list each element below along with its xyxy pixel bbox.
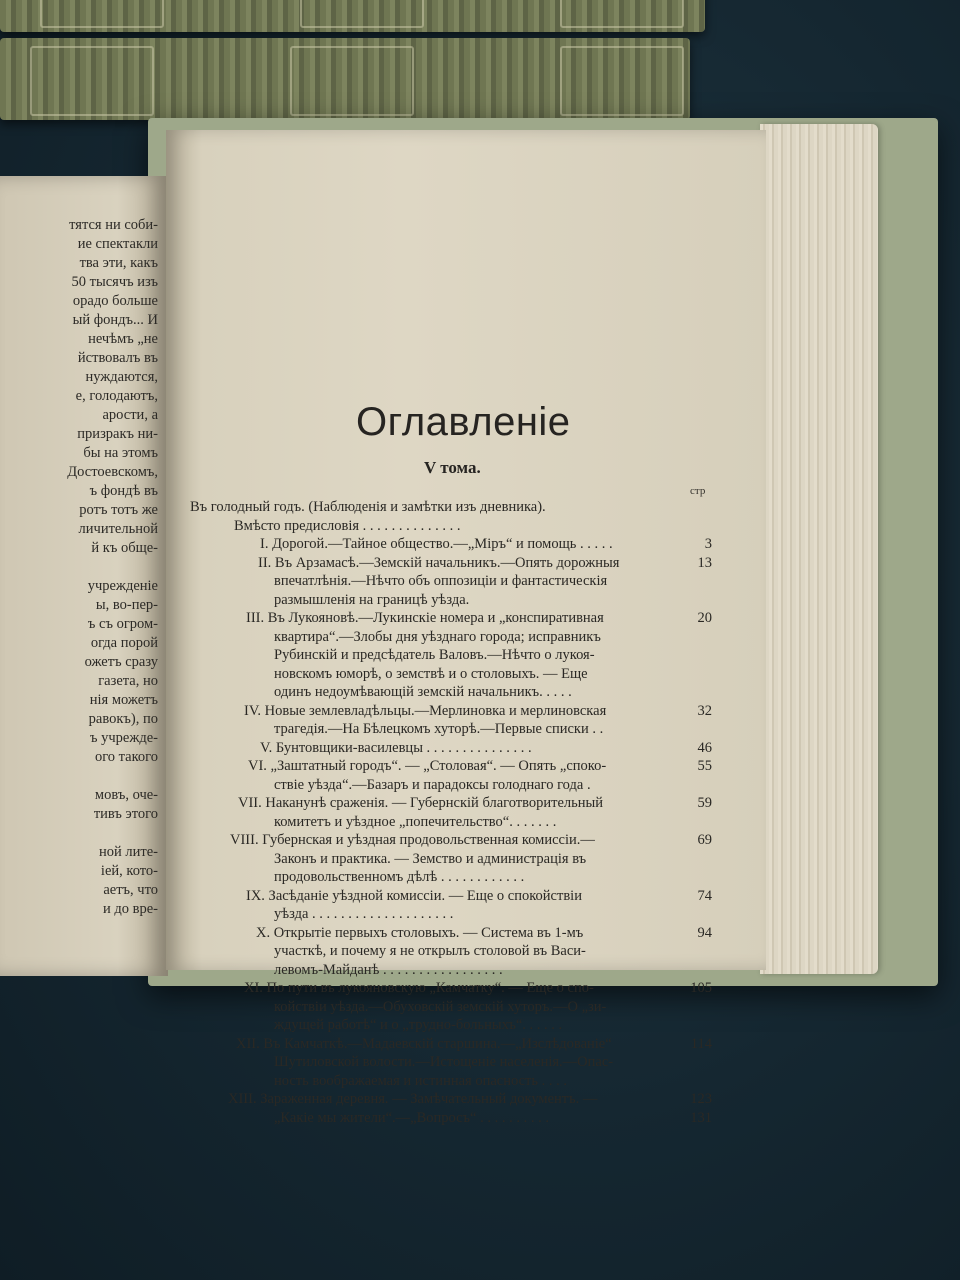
toc-entry bbox=[190, 720, 712, 739]
toc-entry-text: Шутиловской волости.—Истощеніе населенія.—Опас- bbox=[274, 1054, 614, 1070]
toc-entry-text: Законъ и практика. — Земство и администрація въ bbox=[274, 850, 587, 867]
text-line: тивъ этого bbox=[93, 806, 158, 822]
spine-ornament bbox=[40, 0, 164, 28]
page-title: Оглавленіе bbox=[356, 400, 571, 444]
toc-entry bbox=[190, 517, 712, 536]
text-line: ый фондъ... И bbox=[72, 312, 158, 328]
toc-entry-text: уѣзда . . . . . . . . . . . . . . . . . . . . bbox=[274, 906, 454, 922]
toc-entry bbox=[190, 887, 712, 906]
toc-entry bbox=[190, 739, 712, 758]
toc-entry-text: ность воображаемая и истинная опасность . . . . bbox=[274, 1072, 567, 1089]
toc-entry-text: „Какіе мы жители“.—„Вопросъ“ . . . . . . . . . . bbox=[274, 1109, 549, 1126]
text-line: ъ фондѣ въ bbox=[89, 483, 158, 499]
toc-entry-text: Рубинскій и предсѣдатель Валовъ.—Нѣчто о лукоя- bbox=[274, 647, 595, 663]
toc-entry bbox=[190, 757, 712, 776]
toc-entry-text: IV. Новые землевладѣльцы.—Мерлиновка и мерлиновская bbox=[244, 702, 607, 719]
text-line bbox=[0, 767, 158, 786]
toc-entry-text: III. Въ Лукояновѣ.—Лукинскіе номера и „конспиративная bbox=[246, 610, 604, 626]
toc-entry bbox=[190, 1016, 712, 1035]
text-line: учрежденіе bbox=[87, 578, 158, 594]
toc-page-number: 3 bbox=[704, 536, 712, 552]
toc-entry-text: VIII. Губернская и уѣздная продовольственная комиссіи.— bbox=[230, 832, 595, 848]
text-line bbox=[0, 824, 158, 843]
text-line: іей, кото- bbox=[100, 863, 158, 879]
text-line: ого такого bbox=[94, 749, 158, 765]
toc-entry bbox=[190, 554, 712, 573]
toc-entry bbox=[190, 609, 712, 628]
toc-entry-text: трагедія.—На Бѣлецкомъ хуторѣ.—Первые списки . . bbox=[274, 721, 604, 737]
toc-page-number: 32 bbox=[697, 702, 712, 719]
toc-entry bbox=[190, 868, 712, 887]
toc-entry bbox=[190, 498, 712, 517]
toc-entry-text: VII. Наканунѣ сраженія. — Губернскій благотворительный bbox=[238, 795, 604, 811]
toc-entry bbox=[190, 1072, 712, 1091]
toc-page-number: 131 bbox=[690, 1109, 712, 1126]
toc-entry-text: Въ голодный годъ. (Наблюденія и замѣтки изъ дневника). bbox=[190, 499, 546, 515]
toc-page-number: 74 bbox=[697, 887, 712, 904]
toc-entry bbox=[190, 1090, 712, 1109]
toc-page-number: 46 bbox=[697, 739, 712, 756]
toc-entry-text: Вмѣсто предисловія . . . . . . . . . . . . . . bbox=[234, 517, 461, 534]
text-line: ъ съ огром- bbox=[87, 616, 158, 632]
book-spine-top bbox=[0, 0, 705, 32]
toc-entry bbox=[190, 831, 712, 850]
text-line: тятся ни соби- bbox=[69, 217, 158, 233]
toc-entry-text: I. Дорогой.—Тайное общество.—„Міръ“ и помощь . . . . . bbox=[260, 536, 613, 552]
toc-entry bbox=[190, 665, 712, 684]
left-page bbox=[0, 176, 168, 976]
toc-entry bbox=[190, 813, 712, 832]
toc-entry bbox=[190, 924, 712, 943]
toc-entry bbox=[190, 572, 712, 591]
table-of-contents bbox=[190, 498, 712, 1127]
toc-page-number: 59 bbox=[697, 795, 712, 811]
toc-entry bbox=[190, 591, 712, 610]
toc-entry bbox=[190, 702, 712, 721]
toc-entry bbox=[190, 776, 712, 795]
toc-entry-text: продовольственномъ дѣлѣ . . . . . . . . . . . . bbox=[274, 869, 525, 885]
toc-entry-text: размышленія на границѣ уѣзда. bbox=[274, 591, 470, 608]
text-line: 50 тысячъ изъ bbox=[71, 274, 158, 290]
text-line: тва эти, какъ bbox=[79, 255, 158, 271]
toc-page-number: 55 bbox=[697, 758, 712, 774]
toc-page-number: 20 bbox=[697, 610, 712, 626]
spine-ornament bbox=[30, 46, 154, 116]
toc-entry-text: левомъ-Майданѣ . . . . . . . . . . . . . . . . . bbox=[274, 961, 503, 978]
text-line bbox=[0, 558, 158, 577]
toc-entry-text: новскомъ юморѣ, о земствѣ и о столовыхъ. — Еще bbox=[274, 665, 588, 682]
toc-entry-text: XII. Въ Камчаткѣ.—Мадаевскій старшина.—„Изслѣдованіе“ bbox=[236, 1035, 612, 1052]
text-line: ы, во-пер- bbox=[95, 597, 158, 613]
text-line: призракъ ни- bbox=[77, 426, 158, 442]
toc-entry bbox=[190, 628, 712, 647]
toc-entry-text: квартира“.—Злобы дня уѣзднаго города; исправникъ bbox=[274, 628, 601, 645]
toc-page-number: 94 bbox=[697, 924, 712, 941]
text-line: Достоевскомъ, bbox=[67, 464, 158, 480]
text-line: и до вре- bbox=[103, 901, 158, 917]
toc-page-number: 13 bbox=[697, 554, 712, 571]
toc-entry bbox=[190, 850, 712, 869]
toc-entry bbox=[190, 942, 712, 961]
spine-ornament bbox=[300, 0, 424, 28]
toc-entry-text: XI. По пути въ лукояновскую „Камчатку“. — Еще о спо- bbox=[244, 980, 594, 996]
book-spine-bottom bbox=[0, 38, 690, 120]
text-line: й къ обще- bbox=[91, 540, 158, 556]
stacked-books bbox=[0, 0, 700, 130]
spine-ornament bbox=[560, 0, 684, 28]
text-line: аетъ, что bbox=[103, 882, 158, 898]
toc-entry-text: XIII. Зараженная деревня. — Замѣчательный документъ. — bbox=[228, 1091, 598, 1107]
text-line: нія можетъ bbox=[89, 692, 158, 708]
toc-entry bbox=[190, 1053, 712, 1072]
text-line: равокъ), по bbox=[88, 711, 158, 727]
toc-entry-text: II. Въ Арзамасѣ.—Земскій начальникъ.—Опять дорожныя bbox=[258, 554, 620, 571]
page-edges bbox=[760, 124, 878, 974]
text-line: орадо больше bbox=[72, 293, 158, 309]
text-line: ной лите- bbox=[99, 844, 158, 860]
left-page-text bbox=[0, 216, 158, 919]
text-line: газета, но bbox=[98, 673, 158, 689]
text-line: йствовалъ въ bbox=[77, 350, 158, 366]
toc-entry bbox=[190, 905, 712, 924]
spine-ornament bbox=[560, 46, 684, 116]
toc-entry-text: комитетъ и уѣздное „попечительство“. . . . . . . bbox=[274, 813, 557, 830]
toc-page-number: 105 bbox=[690, 980, 712, 996]
text-line: арости, а bbox=[102, 407, 158, 423]
page-column-header: стр bbox=[690, 485, 706, 497]
toc-page-number: 69 bbox=[697, 832, 712, 848]
toc-entry-text: V. Бунтовщики-василевцы . . . . . . . . . . . . . . . bbox=[260, 739, 532, 756]
toc-entry bbox=[190, 961, 712, 980]
text-line: огда порой bbox=[90, 635, 158, 651]
toc-entry bbox=[190, 535, 712, 554]
toc-entry bbox=[190, 979, 712, 998]
volume-subtitle: V тома. bbox=[424, 458, 481, 477]
text-line: ие спектакли bbox=[77, 236, 158, 252]
toc-entry-text: VI. „Заштатный городъ“. — „Столовая“. — Опять „споко- bbox=[248, 758, 607, 774]
text-line: нуждаются, bbox=[85, 369, 158, 385]
text-line: ожетъ сразу bbox=[84, 654, 158, 670]
toc-entry-text: X. Открытіе первыхъ столовыхъ. — Система въ 1-мъ bbox=[256, 924, 584, 941]
text-line: бы на этомъ bbox=[83, 445, 158, 461]
toc-entry-text: койствіи уѣзда.—Обуховскій земскій хуторъ.—О „зи- bbox=[274, 998, 607, 1015]
text-line: мовъ, оче- bbox=[94, 787, 158, 803]
spine-ornament bbox=[290, 46, 414, 116]
toc-page-number: 123 bbox=[690, 1091, 712, 1107]
text-line: личительной bbox=[78, 521, 158, 537]
toc-entry-text: IX. Засѣданіе уѣздной комиссіи. — Еще о спокойствіи bbox=[246, 887, 582, 904]
toc-entry-text: одинъ недоумѣвающій земскій начальникъ. . . . . bbox=[274, 684, 572, 700]
text-line: е, голодаютъ, bbox=[75, 388, 158, 404]
toc-page-number: 114 bbox=[690, 1035, 712, 1052]
toc-entry-text: ждущей работѣ“ и о „трудно-больныхъ“. . . . . . bbox=[274, 1017, 563, 1033]
text-line: ъ учрежде- bbox=[89, 730, 158, 746]
toc-entry bbox=[190, 794, 712, 813]
toc-entry-text: ствіе уѣзда“.—Базаръ и парадоксы голоднаго года . bbox=[274, 776, 591, 793]
toc-entry-text: участкѣ, и почему я не открылъ столовой въ Васи- bbox=[274, 943, 586, 959]
toc-entry bbox=[190, 683, 712, 702]
toc-entry bbox=[190, 998, 712, 1017]
toc-entry bbox=[190, 1109, 712, 1128]
toc-entry bbox=[190, 1035, 712, 1054]
text-line: ротъ тотъ же bbox=[79, 502, 158, 518]
toc-entry bbox=[190, 646, 712, 665]
text-line: нечѣмъ „не bbox=[88, 331, 158, 347]
toc-entry-text: впечатлѣнія.—Нѣчто объ оппозиціи и фантастическія bbox=[274, 573, 608, 589]
